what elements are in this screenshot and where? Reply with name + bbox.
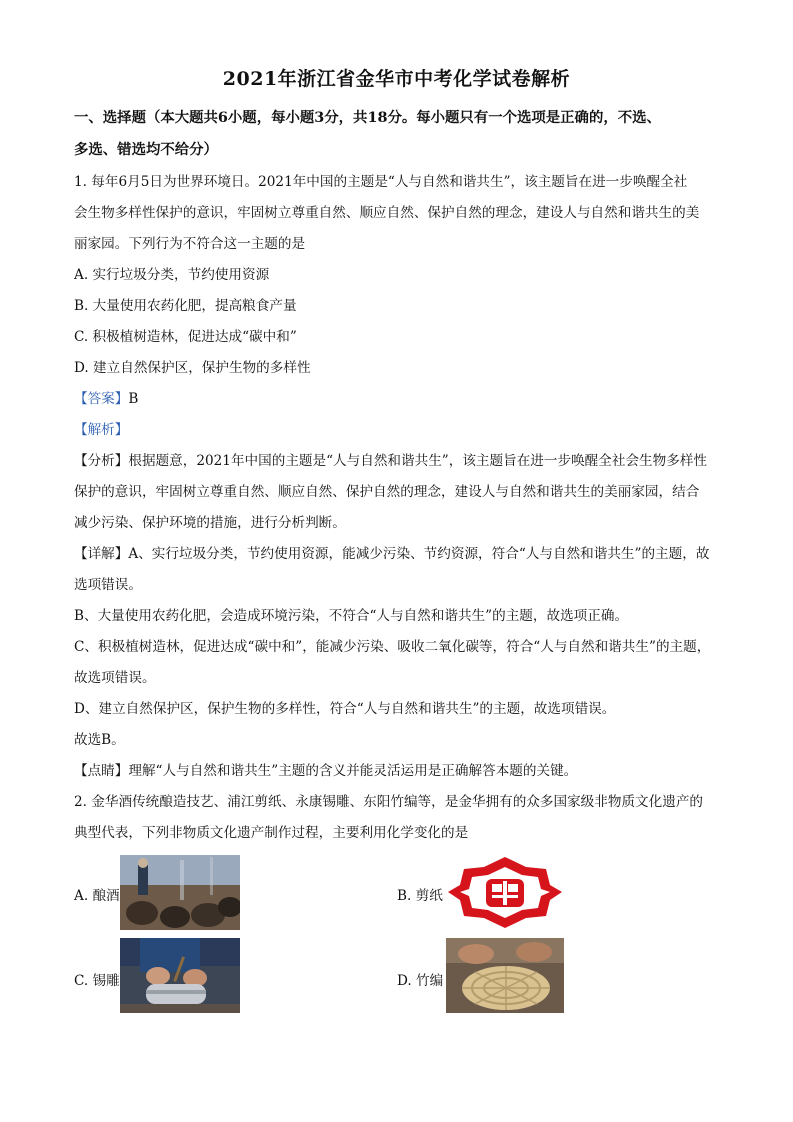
q1-option-a: A. 实行垃圾分类，节约使用资源 — [74, 267, 270, 283]
dianjing-tag: 【点睛】 — [74, 763, 129, 779]
papercut-image — [446, 855, 564, 930]
q1-xiangjie-line-5: 故选项错误。 — [74, 670, 156, 686]
fenxi-text-1: 根据题意，2021年中国的主题是“人与自然和谐共生”，该主题旨在进一步唤醒全社会生物多样性 — [128, 453, 708, 469]
q1-option-c: C. 积极植树造林，促进达成“碳中和” — [74, 329, 297, 345]
answer-value: B — [128, 391, 139, 407]
bamboo-weaving-photo — [446, 938, 564, 1013]
q1-option-b: B. 大量使用农药化肥，提高粮食产量 — [74, 298, 297, 314]
xiangjie-text-1: A、实行垃圾分类，节约使用资源，能减少污染、节约资源，符合“人与自然和谐共生”的主题，故 — [128, 546, 710, 562]
q1-xiangjie-line-2: 选项错误。 — [74, 577, 142, 593]
q1-xiangjie-line-1 — [74, 544, 724, 564]
section-heading-line-2: 多选、错选均不给分） — [74, 141, 218, 158]
q2-stem-line-1: 2. 金华酒传统酿造技艺、浦江剪纸、永康锡雕、东阳竹编等，是金华拥有的众多国家级非物质文化遗产的 — [74, 794, 704, 810]
q2-option-c-label: C. 锡雕 — [74, 973, 120, 989]
q2-option-b-label: B. 剪纸 — [397, 888, 443, 904]
q1-stem-line-1: 1. 每年6月5日为世界环境日。2021年中国的主题是“人与自然和谐共生”，该主题旨在进一步唤醒全社 — [74, 174, 688, 190]
q1-xiangjie-line-4: C、积极植树造林，促进达成“碳中和”，能减少污染、吸收二氧化碳等，符合“人与自然和谐共生”的主题， — [74, 639, 711, 655]
q1-answer-row — [74, 389, 724, 409]
q2-stem-line-2: 典型代表，下列非物质文化遗产制作过程，主要利用化学变化的是 — [74, 825, 469, 841]
q1-stem-line-2: 会生物多样性保护的意识，牢固树立尊重自然、顺应自然、保护自然的理念，建设人与自然和谐共生的美 — [74, 205, 700, 221]
dianjing-text: 理解“人与自然和谐共生”主题的含义并能灵活运用是正确解答本题的关键。 — [128, 763, 578, 779]
q1-xiangjie-line-7: 故选B。 — [74, 732, 125, 748]
q1-fenxi-line-1 — [74, 451, 724, 471]
q1-stem-line-3: 丽家园。下列行为不符合这一主题的是 — [74, 236, 306, 252]
page-title: 2021年浙江省金华市中考化学试卷解析 — [222, 68, 571, 90]
answer-tag: 【答案】 — [74, 391, 129, 407]
q1-fenxi-line-3: 减少污染、保护环境的措施，进行分析判断。 — [74, 515, 346, 531]
q1-fenxi-line-2: 保护的意识，牢固树立尊重自然、顺应自然、保护自然的理念，建设人与自然和谐共生的美丽家园，结合 — [74, 484, 700, 500]
xiangjie-tag: 【详解】 — [74, 546, 129, 562]
q1-option-d: D. 建立自然保护区，保护生物的多样性 — [74, 360, 311, 376]
fenxi-tag: 【分析】 — [74, 453, 129, 469]
q1-dianjing-row — [74, 761, 724, 781]
q1-analysis-row — [74, 420, 724, 440]
section-heading-line-1: 一、选择题（本大题共6小题，每小题3分，共18分。每小题只有一个选项是正确的，不选、 — [74, 109, 661, 126]
q1-xiangjie-line-6: D、建立自然保护区，保护生物的多样性，符合“人与自然和谐共生”的主题，故选项错误。 — [74, 701, 616, 717]
tin-carving-photo — [120, 938, 240, 1013]
analysis-tag: 【解析】 — [74, 422, 129, 438]
q1-xiangjie-line-3: B、大量使用农药化肥，会造成环境污染，不符合“人与自然和谐共生”的主题，故选项正确。 — [74, 608, 629, 624]
q2-option-a-label: A. 酿酒 — [74, 888, 120, 904]
q2-option-d-label: D. 竹编 — [397, 973, 444, 989]
brewing-photo — [120, 855, 240, 930]
